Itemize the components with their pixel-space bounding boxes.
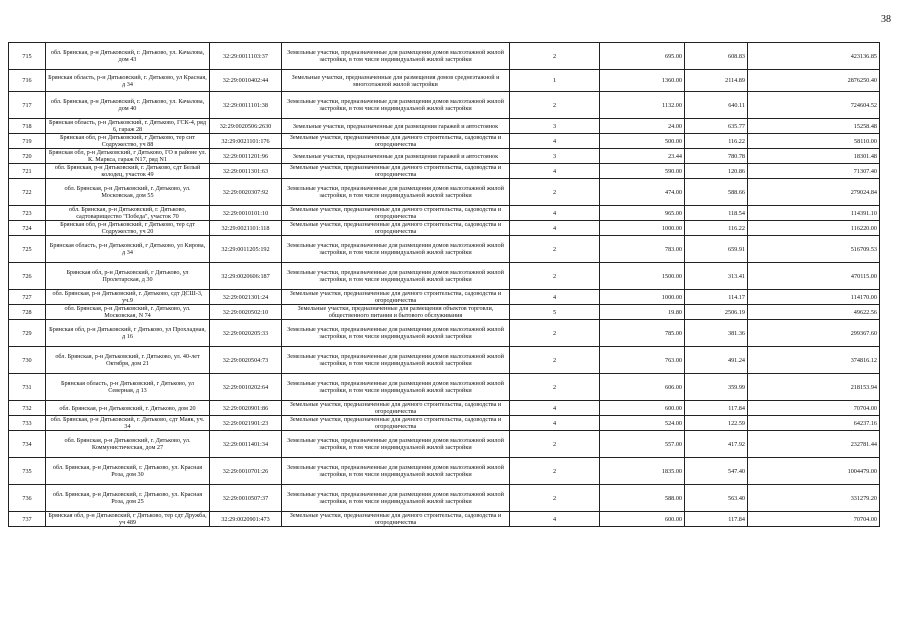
specific-value-cell: 640.11 bbox=[685, 92, 748, 119]
group-number-cell: 4 bbox=[510, 164, 600, 179]
row-number: 735 bbox=[9, 458, 46, 485]
specific-value-cell: 116.22 bbox=[685, 221, 748, 236]
group-number-cell: 2 bbox=[510, 43, 600, 70]
table-row bbox=[9, 134, 880, 149]
address-cell: Брянская обл, р-н Дятьковский, г Дятьково, ул Пролетарская, д 30 bbox=[46, 263, 210, 290]
cadastral-value-cell: 70704.00 bbox=[748, 512, 880, 527]
address-cell: обл. Брянская, р-н Дятьковский, г. Дятьково, ул. Качалова, дом 40 bbox=[46, 92, 210, 119]
cadastral-number-cell: 32:29:0010507:37 bbox=[210, 485, 282, 512]
land-use-cell: Земельные участки, предназначенные для размещения домов малоэтажной жилой застройки, в том числе индивидуальной жилой застройки bbox=[282, 236, 510, 263]
row-number: 728 bbox=[9, 305, 46, 320]
address-cell: Брянская обл, р-н Дятьковский, г Дятьково, ГО в районе ул. К. Маркса, гараж N17, ряд N1 bbox=[46, 149, 210, 164]
area-cell: 19.80 bbox=[600, 305, 685, 320]
group-number-cell: 2 bbox=[510, 485, 600, 512]
cadastral-number-cell: 32:29:0020205:33 bbox=[210, 320, 282, 347]
land-use-cell: Земельные участки, предназначенные для дачного строительства, садоводства и огородничества bbox=[282, 416, 510, 431]
cadastral-number-cell: 32:29:0010101:10 bbox=[210, 206, 282, 221]
cadastral-value-cell: 470115.00 bbox=[748, 263, 880, 290]
row-number: 726 bbox=[9, 263, 46, 290]
table-row bbox=[9, 43, 880, 70]
area-cell: 1835.00 bbox=[600, 458, 685, 485]
area-cell: 474.00 bbox=[600, 179, 685, 206]
cadastral-number-cell: 32:29:0020606:187 bbox=[210, 263, 282, 290]
group-number-cell: 5 bbox=[510, 305, 600, 320]
group-number-cell: 2 bbox=[510, 320, 600, 347]
specific-value-cell: 118.54 bbox=[685, 206, 748, 221]
group-number-cell: 2 bbox=[510, 92, 600, 119]
land-use-cell: Земельные участки, предназначенные для дачного строительства, садоводства и огородничества bbox=[282, 290, 510, 305]
cadastral-number-cell: 32:29:0010202:64 bbox=[210, 374, 282, 401]
cadastral-number-cell: 32:29:0011401:34 bbox=[210, 431, 282, 458]
address-cell: Брянская обл, р-н Дятьковский, г Дятьково, тер сдт Дружба, уч 489 bbox=[46, 512, 210, 527]
row-number: 722 bbox=[9, 179, 46, 206]
group-number-cell: 2 bbox=[510, 236, 600, 263]
specific-value-cell: 116.22 bbox=[685, 134, 748, 149]
cadastral-value-cell: 331279.20 bbox=[748, 485, 880, 512]
cadastral-value-cell: 218153.94 bbox=[748, 374, 880, 401]
table-row bbox=[9, 320, 880, 347]
area-cell: 785.00 bbox=[600, 320, 685, 347]
cadastral-value-cell: 423136.85 bbox=[748, 43, 880, 70]
cadastral-value-cell: 279024.84 bbox=[748, 179, 880, 206]
cadastral-value-cell: 114170.00 bbox=[748, 290, 880, 305]
address-cell: Брянская обл, р-н Дятьковский, г Дятьково, тер сдт Содружество, уч 20 bbox=[46, 221, 210, 236]
land-use-cell: Земельные участки, предназначенные для размещения гаражей и автостоянок bbox=[282, 149, 510, 164]
table-row bbox=[9, 164, 880, 179]
area-cell: 965.00 bbox=[600, 206, 685, 221]
land-use-cell: Земельные участки, предназначенные для размещения домов малоэтажной жилой застройки, в том числе индивидуальной жилой застройки bbox=[282, 485, 510, 512]
table-row bbox=[9, 290, 880, 305]
table-row bbox=[9, 431, 880, 458]
group-number-cell: 2 bbox=[510, 179, 600, 206]
land-use-cell: Земельные участки, предназначенные для размещения домов малоэтажной жилой застройки, в том числе индивидуальной жилой застройки bbox=[282, 179, 510, 206]
specific-value-cell: 2506.19 bbox=[685, 305, 748, 320]
row-number: 733 bbox=[9, 416, 46, 431]
specific-value-cell: 491.24 bbox=[685, 347, 748, 374]
cadastral-value-cell: 114391.10 bbox=[748, 206, 880, 221]
address-cell: обл. Брянская, р-н Дятьковский, г. Дятьково, сдт ДСШ-3, уч.9 bbox=[46, 290, 210, 305]
area-cell: 24.00 bbox=[600, 119, 685, 134]
table-row bbox=[9, 416, 880, 431]
table-row bbox=[9, 236, 880, 263]
land-use-cell: Земельные участки, предназначенные для размещения домов малоэтажной жилой застройки, в том числе индивидуальной жилой застройки bbox=[282, 374, 510, 401]
area-cell: 600.00 bbox=[600, 401, 685, 416]
area-cell: 590.00 bbox=[600, 164, 685, 179]
table-body bbox=[9, 43, 880, 527]
specific-value-cell: 359.99 bbox=[685, 374, 748, 401]
area-cell: 783.00 bbox=[600, 236, 685, 263]
area-cell: 1132.00 bbox=[600, 92, 685, 119]
land-use-cell: Земельные участки, предназначенные для дачного строительства, садоводства и огородничества bbox=[282, 221, 510, 236]
group-number-cell: 1 bbox=[510, 70, 600, 92]
cadastral-number-cell: 32:29:0010402:44 bbox=[210, 70, 282, 92]
land-use-cell: Земельные участки, предназначенные для размещения домов малоэтажной жилой застройки, в том числе индивидуальной жилой застройки bbox=[282, 458, 510, 485]
cadastral-value-cell: 58110.00 bbox=[748, 134, 880, 149]
group-number-cell: 4 bbox=[510, 401, 600, 416]
land-use-cell: Земельные участки, предназначенные для размещения объектов торговли, общественного питания и бытового обслуживания bbox=[282, 305, 510, 320]
row-number: 718 bbox=[9, 119, 46, 134]
cadastral-number-cell: 32:29:0020502:10 bbox=[210, 305, 282, 320]
address-cell: обл. Брянская, р-н Дятьковский, г. Дятьково, сдт Белый колодец, участок 49 bbox=[46, 164, 210, 179]
group-number-cell: 2 bbox=[510, 347, 600, 374]
cadastral-number-cell: 32:29:0011201:96 bbox=[210, 149, 282, 164]
specific-value-cell: 780.78 bbox=[685, 149, 748, 164]
row-number: 725 bbox=[9, 236, 46, 263]
row-number: 717 bbox=[9, 92, 46, 119]
table-row bbox=[9, 512, 880, 527]
address-cell: обл. Брянская, р-н Дятьковский, г. Дятьково, ул. Московская, N 74 bbox=[46, 305, 210, 320]
cadastral-value-cell: 71307.40 bbox=[748, 164, 880, 179]
address-cell: обл. Брянская, р-н Дятьковский, г. Дятьково, ул. Красная Роза, дом 25 bbox=[46, 485, 210, 512]
address-cell: обл. Брянская, р-н Дятьковский, г. Дятьково, ул. 40-лет Октября, дом 21 bbox=[46, 347, 210, 374]
cadastral-number-cell: 32:29:0021301:24 bbox=[210, 290, 282, 305]
table-row bbox=[9, 149, 880, 164]
cadastral-number-cell: 32:29:0011101:38 bbox=[210, 92, 282, 119]
group-number-cell: 2 bbox=[510, 458, 600, 485]
address-cell: Брянская область, р-н Дятьковский, г Дятьково, ул Северная, д 13 bbox=[46, 374, 210, 401]
row-number: 734 bbox=[9, 431, 46, 458]
specific-value-cell: 114.17 bbox=[685, 290, 748, 305]
cadastral-value-cell: 70704.00 bbox=[748, 401, 880, 416]
address-cell: обл. Брянская, р-н Дятьковский, г. Дятьково, ул. Московская, дом 55 bbox=[46, 179, 210, 206]
row-number: 723 bbox=[9, 206, 46, 221]
specific-value-cell: 381.36 bbox=[685, 320, 748, 347]
land-use-cell: Земельные участки, предназначенные для размещения домов малоэтажной жилой застройки, в том числе индивидуальной жилой застройки bbox=[282, 320, 510, 347]
cadastral-value-cell: 64237.16 bbox=[748, 416, 880, 431]
cadastral-number-cell: 32:29:0011205:192 bbox=[210, 236, 282, 263]
page-number: 38 bbox=[881, 14, 891, 25]
cadastral-number-cell: 32:29:0020901:86 bbox=[210, 401, 282, 416]
group-number-cell: 4 bbox=[510, 290, 600, 305]
land-use-cell: Земельные участки, предназначенные для дачного строительства, садоводства и огородничества bbox=[282, 206, 510, 221]
land-use-cell: Земельные участки, предназначенные для дачного строительства, садоводства и огородничества bbox=[282, 134, 510, 149]
row-number: 730 bbox=[9, 347, 46, 374]
specific-value-cell: 117.84 bbox=[685, 401, 748, 416]
specific-value-cell: 659.91 bbox=[685, 236, 748, 263]
cadastral-value-cell: 1004479.00 bbox=[748, 458, 880, 485]
specific-value-cell: 122.59 bbox=[685, 416, 748, 431]
specific-value-cell: 547.40 bbox=[685, 458, 748, 485]
area-cell: 1000.00 bbox=[600, 221, 685, 236]
area-cell: 1000.00 bbox=[600, 290, 685, 305]
row-number: 721 bbox=[9, 164, 46, 179]
address-cell: обл. Брянская, р-н Дятьковский, г. Дятьково, сдт Маяк, уч. 34 bbox=[46, 416, 210, 431]
cadastral-value-cell: 15258.48 bbox=[748, 119, 880, 134]
cadastral-number-cell: 32:29:0021901:23 bbox=[210, 416, 282, 431]
address-cell: обл. Брянская, р-н Дятьковский, г. Дятьково, ул. Красная Роза, дом 30 bbox=[46, 458, 210, 485]
land-use-cell: Земельные участки, предназначенные для размещения домов малоэтажной жилой застройки, в том числе индивидуальной жилой застройки bbox=[282, 92, 510, 119]
row-number: 729 bbox=[9, 320, 46, 347]
cadastral-value-cell: 2876250.40 bbox=[748, 70, 880, 92]
group-number-cell: 4 bbox=[510, 134, 600, 149]
address-cell: Брянская область, р-н Дятьковский, г Дятьково, ул Кирова, д 34 bbox=[46, 236, 210, 263]
address-cell: Брянская обл, р-н Дятьковский, г Дятьково, тер снт Содружество, уч 88 bbox=[46, 134, 210, 149]
area-cell: 695.00 bbox=[600, 43, 685, 70]
group-number-cell: 3 bbox=[510, 149, 600, 164]
land-use-cell: Земельные участки, предназначенные для размещения домов малоэтажной жилой застройки, в том числе индивидуальной жилой застройки bbox=[282, 347, 510, 374]
land-use-cell: Земельные участки, предназначенные для размещения гаражей и автостоянок bbox=[282, 119, 510, 134]
specific-value-cell: 608.83 bbox=[685, 43, 748, 70]
specific-value-cell: 588.66 bbox=[685, 179, 748, 206]
cadastral-value-cell: 116220.00 bbox=[748, 221, 880, 236]
group-number-cell: 4 bbox=[510, 206, 600, 221]
group-number-cell: 2 bbox=[510, 374, 600, 401]
cadastral-number-cell: 32:29:0020506:2630 bbox=[210, 119, 282, 134]
table-row bbox=[9, 485, 880, 512]
address-cell: Брянская область, р-н Дятьковский, г. Дятьково, ул Красная, д 34 bbox=[46, 70, 210, 92]
address-cell: обл. Брянская, р-н Дятьковский, г. Дятьково, ул. Качалова, дом 43 bbox=[46, 43, 210, 70]
cadastral-number-cell: 32:29:0010701:26 bbox=[210, 458, 282, 485]
table-row bbox=[9, 92, 880, 119]
row-number: 736 bbox=[9, 485, 46, 512]
specific-value-cell: 313.41 bbox=[685, 263, 748, 290]
group-number-cell: 3 bbox=[510, 119, 600, 134]
row-number: 732 bbox=[9, 401, 46, 416]
row-number: 724 bbox=[9, 221, 46, 236]
table-row bbox=[9, 206, 880, 221]
address-cell: обл. Брянская, р-н Дятьковский, г. Дятьково, ул. Коммунистическая, дом 27 bbox=[46, 431, 210, 458]
table-row bbox=[9, 263, 880, 290]
cadastral-number-cell: 32:29:0021101:118 bbox=[210, 221, 282, 236]
table-row bbox=[9, 305, 880, 320]
area-cell: 23.44 bbox=[600, 149, 685, 164]
table-row bbox=[9, 119, 880, 134]
row-number: 737 bbox=[9, 512, 46, 527]
address-cell: Брянская обл, р-н Дятьковский, г Дятьково, ул Прохладная, д 16 bbox=[46, 320, 210, 347]
area-cell: 600.00 bbox=[600, 512, 685, 527]
area-cell: 1360.00 bbox=[600, 70, 685, 92]
row-number: 720 bbox=[9, 149, 46, 164]
specific-value-cell: 117.84 bbox=[685, 512, 748, 527]
row-number: 719 bbox=[9, 134, 46, 149]
area-cell: 557.00 bbox=[600, 431, 685, 458]
area-cell: 1500.00 bbox=[600, 263, 685, 290]
land-use-cell: Земельные участки, предназначенные для размещения домов малоэтажной жилой застройки, в том числе индивидуальной жилой застройки bbox=[282, 43, 510, 70]
cadastral-value-cell: 374816.12 bbox=[748, 347, 880, 374]
row-number: 715 bbox=[9, 43, 46, 70]
area-cell: 500.00 bbox=[600, 134, 685, 149]
cadastral-number-cell: 32:29:0020307:92 bbox=[210, 179, 282, 206]
area-cell: 524.00 bbox=[600, 416, 685, 431]
table-row bbox=[9, 401, 880, 416]
land-use-cell: Земельные участки, предназначенные для размещения домов малоэтажной жилой застройки, в том числе индивидуальной жилой застройки bbox=[282, 263, 510, 290]
address-cell: Брянская область, р-н Дятьковский, г. Дятьково, ГСК-4, ряд 6, гараж 28 bbox=[46, 119, 210, 134]
row-number: 727 bbox=[9, 290, 46, 305]
cadastral-number-cell: 32:29:0021101:176 bbox=[210, 134, 282, 149]
specific-value-cell: 120.86 bbox=[685, 164, 748, 179]
land-use-cell: Земельные участки, предназначенные для дачного строительства, садоводства и огородничества bbox=[282, 401, 510, 416]
table-row bbox=[9, 221, 880, 236]
table-row bbox=[9, 458, 880, 485]
table-row bbox=[9, 347, 880, 374]
land-use-cell: Земельные участки, предназначенные для размещения домов среднеэтажной и многоэтажной жилой застройки bbox=[282, 70, 510, 92]
address-cell: обл. Брянская, р-н Дятьковский, г. Дятьково, дом 20 bbox=[46, 401, 210, 416]
row-number: 716 bbox=[9, 70, 46, 92]
group-number-cell: 4 bbox=[510, 221, 600, 236]
cadastral-value-table bbox=[8, 42, 880, 527]
cadastral-value-cell: 232781.44 bbox=[748, 431, 880, 458]
cadastral-number-cell: 32:29:0011103:37 bbox=[210, 43, 282, 70]
cadastral-number-cell: 32:29:0011301:63 bbox=[210, 164, 282, 179]
specific-value-cell: 563.40 bbox=[685, 485, 748, 512]
area-cell: 588.00 bbox=[600, 485, 685, 512]
group-number-cell: 4 bbox=[510, 512, 600, 527]
land-use-cell: Земельные участки, предназначенные для размещения домов малоэтажной жилой застройки, в том числе индивидуальной жилой застройки bbox=[282, 431, 510, 458]
table-row bbox=[9, 70, 880, 92]
group-number-cell: 4 bbox=[510, 416, 600, 431]
table-row bbox=[9, 179, 880, 206]
cadastral-value-cell: 516709.53 bbox=[748, 236, 880, 263]
cadastral-value-cell: 299367.60 bbox=[748, 320, 880, 347]
row-number: 731 bbox=[9, 374, 46, 401]
specific-value-cell: 417.92 bbox=[685, 431, 748, 458]
address-cell: обл. Брянская, р-н Дятьковский, г. Дятьково, садтоварищество "Победа", участок 70 bbox=[46, 206, 210, 221]
specific-value-cell: 2114.89 bbox=[685, 70, 748, 92]
cadastral-value-cell: 724604.52 bbox=[748, 92, 880, 119]
group-number-cell: 2 bbox=[510, 431, 600, 458]
area-cell: 606.00 bbox=[600, 374, 685, 401]
table-row bbox=[9, 374, 880, 401]
cadastral-value-cell: 49622.56 bbox=[748, 305, 880, 320]
land-use-cell: Земельные участки, предназначенные для дачного строительства, садоводства и огородничества bbox=[282, 164, 510, 179]
cadastral-number-cell: 32:29:0020504:73 bbox=[210, 347, 282, 374]
cadastral-value-cell: 18301.48 bbox=[748, 149, 880, 164]
specific-value-cell: 635.77 bbox=[685, 119, 748, 134]
land-use-cell: Земельные участки, предназначенные для дачного строительства, садоводства и огородничества bbox=[282, 512, 510, 527]
area-cell: 763.00 bbox=[600, 347, 685, 374]
group-number-cell: 2 bbox=[510, 263, 600, 290]
cadastral-number-cell: 32:29:0020901:473 bbox=[210, 512, 282, 527]
